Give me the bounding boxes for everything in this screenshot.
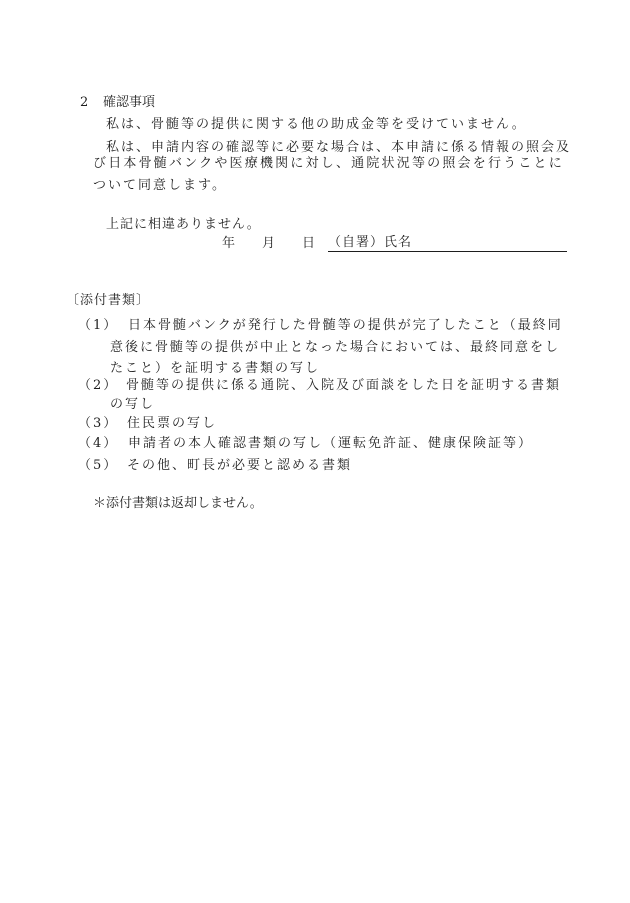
attachment-4-number: （4） [78, 436, 119, 451]
statement-2-line-2: び日本骨髄バンクや医療機関に対し、通院状況等の照会を行うことに [93, 156, 564, 171]
attachment-5-line-1: その他、町長が必要と認める書類 [127, 458, 353, 473]
attachment-3-number: （3） [78, 416, 119, 431]
attachment-4-line-1: 申請者の本人確認書類の写し（運転免許証、健康保険証等） [128, 436, 534, 451]
attachment-2-line-2: の写し [110, 397, 156, 412]
attachment-2-number: （2） [78, 378, 119, 393]
attachment-1-line-1: 日本骨髄バンクが発行した骨髄等の提供が完了したこと（最終同 [128, 318, 563, 333]
attachment-2-line-1: 骨髄等の提供に係る通院、入院及び面談をした日を証明する書類 [126, 378, 562, 393]
statement-2-line-3: ついて同意します。 [93, 178, 227, 193]
statement-1-line-1: 私は、骨髄等の提供に関する他の助成金等を受けていません。 [106, 117, 527, 132]
year-label: 年 [222, 236, 238, 251]
attachment-1-line-3: たこと）を証明する書類の写し [110, 361, 321, 376]
attachments-heading: 〔添付書類〕 [66, 293, 151, 308]
statement-2-line-1: 私は、申請内容の確認等に必要な場合は、本申請に係る情報の照会及 [106, 140, 572, 155]
signature-line [328, 235, 567, 252]
attachment-1-number: （1） [78, 318, 119, 333]
signature-label: （自署）氏名 [328, 235, 413, 250]
attachments-note: ＊添付書類は返却しません。 [93, 496, 263, 511]
attachment-5-number: （5） [78, 458, 119, 473]
declaration-text: 上記に相違ありません。 [106, 217, 261, 232]
attachment-1-line-2: 意後に骨髄等の提供が中止となった場合においては、最終同意をし [110, 340, 561, 355]
month-label: 月 [262, 236, 278, 251]
attachment-3-line-1: 住民票の写し [127, 416, 218, 431]
section-number: 2 [80, 95, 91, 110]
section-title: 確認事項 [103, 95, 156, 110]
day-label: 日 [302, 236, 318, 251]
